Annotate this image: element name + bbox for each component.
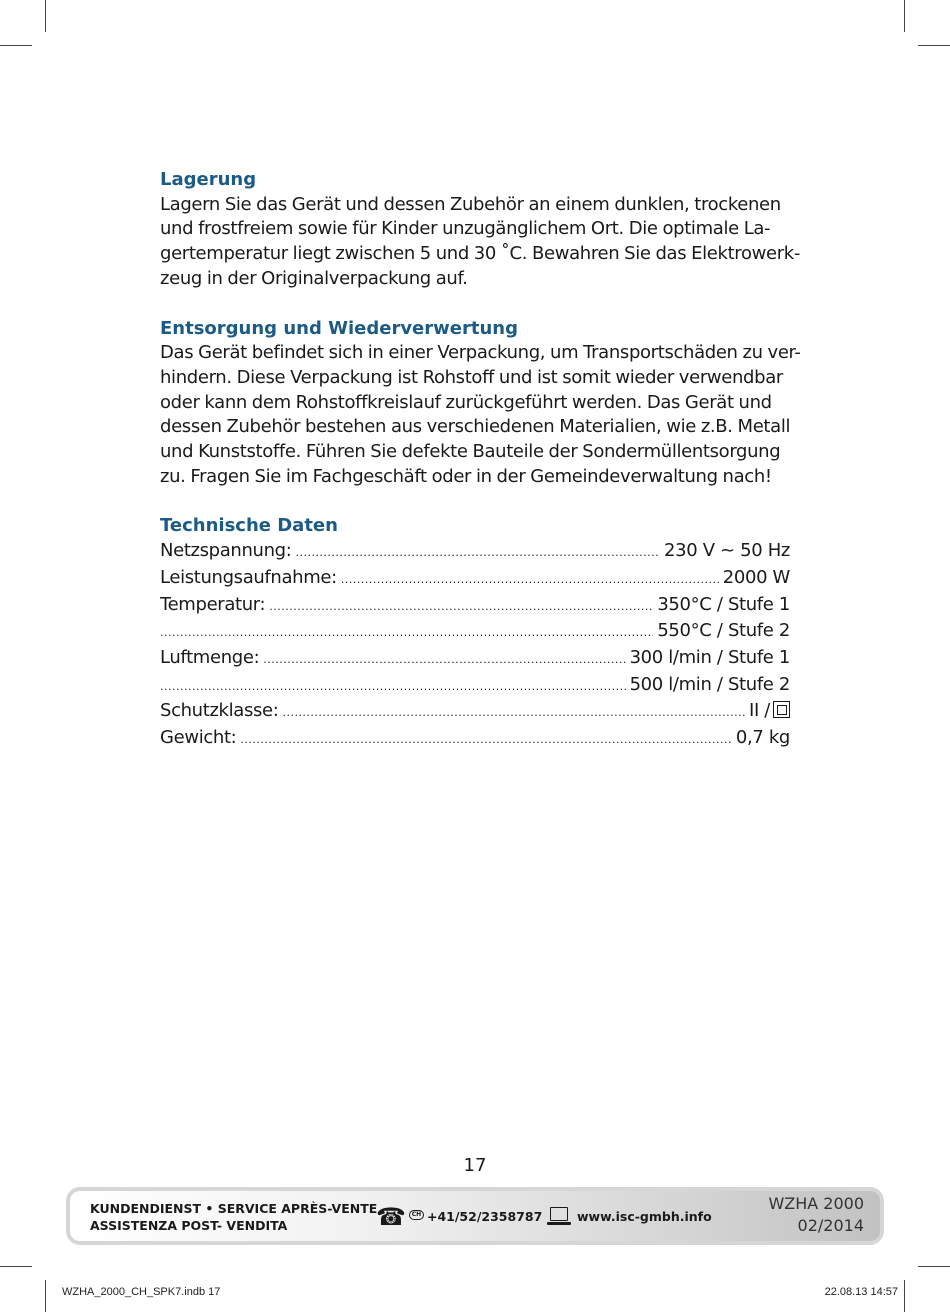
laptop-icon-base: [547, 1222, 571, 1225]
spec-value: 350°C / Stufe 1: [657, 593, 790, 615]
spec-row-airflow-2: [160, 673, 790, 700]
crop-mark: [45, 0, 46, 32]
dot-leader: [295, 541, 660, 566]
crop-mark: [45, 1280, 46, 1312]
section-heading: Lagerung: [160, 169, 257, 190]
text-line: gertemperatur liegt zwischen 5 und 30 ˚C. Bewahren Sie das Elektrowerk-: [160, 243, 800, 265]
dot-leader: [269, 595, 653, 620]
crop-mark: [0, 1266, 32, 1267]
spec-row-weight: [160, 726, 790, 753]
spec-label: Netzspannung:: [160, 540, 292, 562]
spec-label: Schutzklasse:: [160, 700, 279, 722]
text-line: und frostfreiem sowie für Kinder unzugänglichem Ort. Die optimale La-: [160, 218, 771, 240]
section-paragraph: [160, 341, 801, 489]
dot-leader: [160, 621, 653, 646]
spec-label: Temperatur:: [160, 593, 266, 615]
spec-row-temperature: [160, 593, 790, 620]
page-content: [160, 168, 801, 778]
crop-mark: [904, 0, 905, 32]
spec-value: 230 V ~ 50 Hz: [664, 540, 790, 562]
spec-row-protection-class: [160, 699, 790, 726]
dot-leader: [160, 675, 626, 700]
spec-value-text: II /: [748, 700, 770, 722]
laptop-icon: [547, 1207, 571, 1227]
print-slug-file: WZHA_2000_CH_SPK7.indb 17: [62, 1286, 221, 1298]
text-line: dessen Zubehör bestehen aus verschiedenen Materialien, wie z.B. Metall: [160, 416, 791, 438]
text-line: hindern. Diese Verpackung ist Rohstoff und ist somit wieder verwendbar: [160, 366, 783, 388]
dot-leader: [240, 728, 732, 753]
country-code-badge: CH: [409, 1210, 424, 1220]
service-line: KUNDENDIENST • SERVICE APRÈS-VENTE: [90, 1201, 378, 1216]
text-line: Lagern Sie das Gerät und dessen Zubehör an einem dunklen, trockenen: [160, 193, 781, 215]
spec-value: 0,7 kg: [735, 727, 790, 749]
phone-icon: ☎: [376, 1203, 406, 1231]
crop-mark: [0, 45, 32, 46]
print-slug-timestamp: 22.08.13 14:57: [824, 1286, 898, 1298]
dot-leader: [263, 648, 625, 673]
text-line: zeug in der Originalverpackung auf.: [160, 267, 468, 289]
protection-class-II-icon: [773, 701, 790, 718]
spec-value: 550°C / Stufe 2: [657, 620, 790, 642]
section-disposal: [160, 317, 801, 490]
section-heading: Technische Daten: [160, 515, 338, 537]
model-info: [768, 1193, 864, 1237]
text-line: und Kunststoffe. Führen Sie defekte Bauteile der Sondermüllentsorgung: [160, 441, 781, 463]
model-name: WZHA 2000: [768, 1194, 864, 1213]
page-number: 17: [463, 1155, 487, 1176]
text-line: Das Gerät befindet sich in einer Verpackung, um Transportschäden zu ver-: [160, 342, 801, 364]
spec-row-temperature-2: [160, 619, 790, 646]
text-line: zu. Fragen Sie im Fachgeschäft oder in der Gemeindeverwaltung nach!: [160, 465, 772, 487]
spec-label: Luftmenge:: [160, 646, 260, 668]
website-link[interactable]: www.isc-gmbh.info: [577, 1209, 712, 1224]
dot-leader: [341, 568, 719, 593]
text-line: oder kann dem Rohstoffkreislauf zurückgeführt werden. Das Gerät und: [160, 391, 772, 413]
spec-label: Gewicht:: [160, 727, 237, 749]
spec-row-airflow: [160, 646, 790, 673]
section-technical-data: [160, 514, 790, 752]
dot-leader: [282, 701, 745, 726]
crop-mark: [918, 1266, 950, 1267]
spec-row-power: [160, 566, 790, 593]
service-footer: [66, 1187, 884, 1245]
crop-mark: [904, 1280, 905, 1312]
laptop-icon-screen: [550, 1207, 568, 1221]
service-label: [90, 1200, 377, 1234]
service-line: ASSISTENZA POST- VENDITA: [90, 1218, 288, 1233]
section-heading: Entsorgung und Wiederverwertung: [160, 317, 518, 339]
spec-value: [745, 699, 790, 724]
spec-label: Leistungsaufnahme:: [160, 566, 337, 588]
model-date: 02/2014: [797, 1216, 864, 1235]
spec-row-voltage: [160, 539, 790, 566]
section-paragraph: [160, 193, 800, 292]
spec-value: 500 l/min / Stufe 2: [629, 673, 790, 695]
crop-mark: [918, 45, 950, 46]
spec-value: 2000 W: [722, 566, 790, 588]
phone-number[interactable]: +41/52/2358787: [427, 1209, 543, 1224]
spec-value: 300 l/min / Stufe 1: [629, 646, 790, 668]
section-storage: [160, 168, 800, 292]
